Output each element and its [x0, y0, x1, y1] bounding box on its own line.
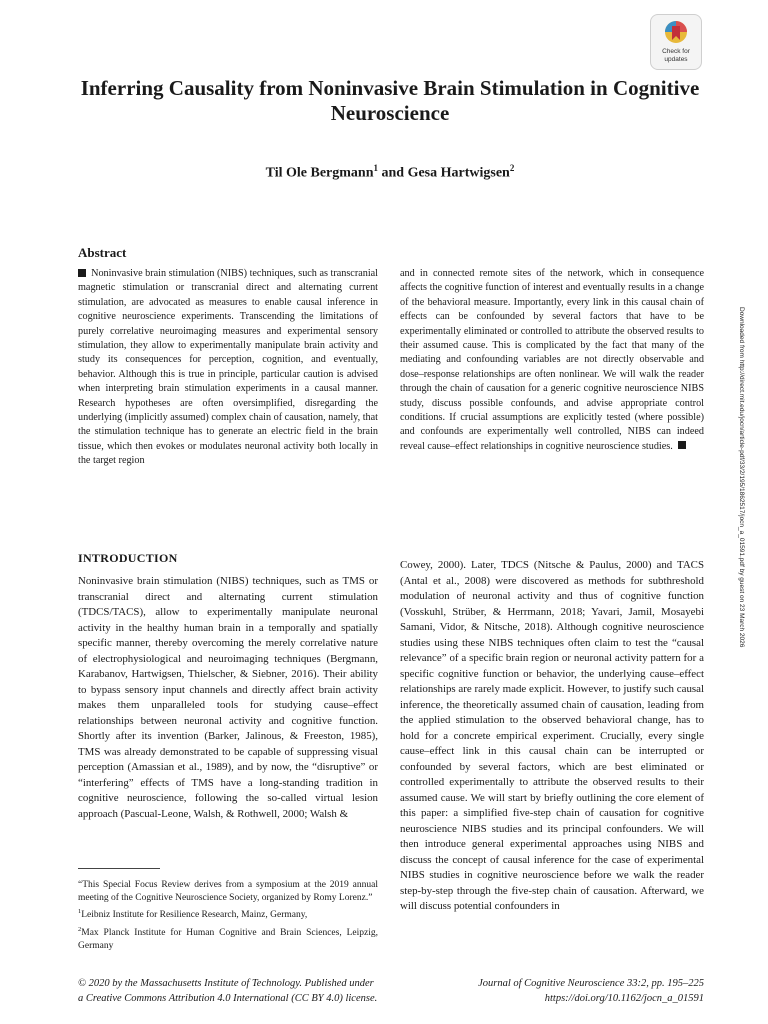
check-for-updates-badge[interactable]: [650, 14, 702, 70]
footnote-divider: [78, 868, 160, 869]
bookmark-update-icon: [663, 19, 689, 47]
introduction-column-1: Noninvasive brain stimulation (NIBS) techniques, such as TMS or transcranial direct and alternating current stimulation (TDCS/TACS), allow to experimentally manipulate neuronal activity in the healthy human brain in a temporally and spatially specific manner, thereby overcoming the merely correlative nature of electrophysiological and neuroimaging techniques (Bergmann, Karabanov, Hartwigsen, Thielscher, & Siebner, 2016). Their ability to bypass sensory input channels and directly affect brain activity makes them unparalleled tools for studying cause–effect relationships between neuronal activity and cognitive function. Shortly after its invention (Barker, Jalinous, & Freeston, 1985), TMS was already demonstrated to be capable of suppressing visual perception (Amassian et al., 1989), and by now, the “disruptive” or “interfering” effects of TMS have a long-standing tradition in cognitive neuroscience, following the so-called virtual lesion approach (Pascual-Leone, Walsh, & Rothwell, 2000; Walsh &: [78, 575, 378, 820]
article-title: Inferring Causality from Noninvasive Brain Stimulation in Cognitive Neuroscience: [80, 76, 700, 125]
badge-label-1: Check for: [662, 48, 690, 55]
abstract-start-square-icon: [78, 269, 86, 277]
footnote-affiliation-1: [78, 905, 378, 922]
footnote-symposium: “This Special Focus Review derives from a symposium at the 2019 annual meeting of the Cognitive Neuroscience Society, organized by Romy Lorenz.”: [78, 880, 378, 904]
footnote-marker-2: 2: [78, 925, 82, 933]
author-conjunction: and: [378, 165, 408, 181]
abstract-text-1: Noninvasive brain stimulation (NIBS) techniques, such as transcranial magnetic stimulation or transcranial direct and alternating current stimulation, are advocated as measures to enable causal inference in cognitive neuroscience experiments. Transcending the limitations of purely correlative neuroimaging measures and experimental sensory stimulation, they allow to experimentally manipulate brain activity and study its consequences for perception, cognition, and eventually, behavior. Although this is true in principle, particular caution is advised when interpreting brain stimulation experiments in a causal manner. Research hypotheses are often oversimplified, disregarding the underlying (implicitly assumed) complex chain of causation, namely, that the stimulation technique has to generate an electric field in the brain tissue, which then evokes or modulates neuronal activity both locally in the target region: [78, 268, 379, 467]
introduction-heading: INTRODUCTION: [78, 551, 178, 565]
author-1-affiliation: 1: [373, 163, 378, 173]
doi-link[interactable]: https://doi.org/10.1162/jocn_a_01591: [544, 992, 704, 1004]
footnote-text-2: Max Planck Institute for Human Cognitive and Brain Sciences, Leipzig, Germany: [78, 927, 378, 952]
download-sidebar: [737, 307, 745, 967]
abstract-end-square-icon: [678, 441, 686, 449]
abstract-heading: Abstract: [78, 245, 127, 260]
footnote-marker-1: 1: [78, 908, 82, 916]
download-notice: Downloaded from http://direct.mit.edu/jocn/article-pdf/33/2/195/1862517/jocn_a_01591.pdf by guest on 23 March 2026: [738, 307, 745, 648]
abstract-column-1: [78, 267, 378, 469]
footnotes: [78, 879, 378, 953]
introduction-column-2: Cowey, 2000). Later, TDCS (Nitsche & Paulus, 2000) and TACS (Antal et al., 2008) were discovered as methods for subthreshold modulation of neuronal activity and thus of cognitive function (Vosskuhl, Strüber, & Herrmann, 2018; Yavari, Jamil, Mosayebi Samani, Vidor, & Nitsche, 2018). Although cognitive neuroscience studies using these NIBS techniques often claim to test the “causal relevance” of a specific brain region or neuronal activity pattern for a specific cognitive function or behavior, the underlying cause–effect relationships are rarely made explicit. However, to justify such causal inference, the theoretically assumed chain of causation, leading from the applied stimulation to the observed behavioral change, has to hold for a concrete empirical experiment. Crucially, every single cause–effect link in this causal chain can be interrupted or confounded by several factors, which are best eliminated or controlled experimentally to attribute the observed results to their assumed cause. We will start by briefly outlining the core element of this paper: a simplified five-step chain of causation for cognitive neuroscience NIBS studies and its principal confounders. We will then introduce general experimental approaches using NIBS and discuss the concept of causal inference for the case of experimental NIBS studies in cognitive neuroscience before we walk the reader step-by-step through the five-step chain of causation. Afterward, we will discuss potential confounders in: [400, 559, 704, 912]
copyright-notice: [78, 977, 438, 1006]
journal-reference: Journal of Cognitive Neuroscience 33:2, pp. 195–225: [478, 978, 704, 989]
badge-label-2: updates: [664, 56, 688, 63]
author-1: Til Ole Bergmann: [265, 165, 374, 181]
footnote-affiliation-2: [78, 923, 378, 954]
copyright-line-1: © 2020 by the Massachusetts Institute of Technology. Published under: [78, 978, 374, 989]
author-2: Gesa Hartwigsen: [407, 165, 510, 181]
author-2-affiliation: 2: [509, 163, 515, 173]
abstract-text-2: and in connected remote sites of the network, which in consequence affects the cognitive function of interest and eventually results in a change of the behavioral measure. Importantly, every link in this causal chain of effects can be confounded by several factors that have to be experimentally eliminated or controlled to attribute the observed results to their assumed cause. This is complicated by the fact that many of the mediating and confounding variables are not directly observable and dose–response relationships are often nonlinear. We will walk the reader through the chain of causation for a generic cognitive neuroscience NIBS study, discuss possible confounds, and advise appropriate control conditions. If crucial assumptions are explicitly tested (where possible) and confounds are experimentally well controlled, NIBS can indeed reveal cause–effect relationships in cognitive neuroscience studies.: [400, 268, 704, 452]
footnote-text-1: Leibniz Institute for Resilience Research, Mainz, Germany,: [81, 910, 308, 921]
journal-citation: [430, 977, 704, 1006]
copyright-line-2: a Creative Commons Attribution 4.0 International (CC BY 4.0) license.: [78, 992, 378, 1004]
abstract-column-2: [400, 267, 704, 454]
author-line: [40, 163, 740, 182]
